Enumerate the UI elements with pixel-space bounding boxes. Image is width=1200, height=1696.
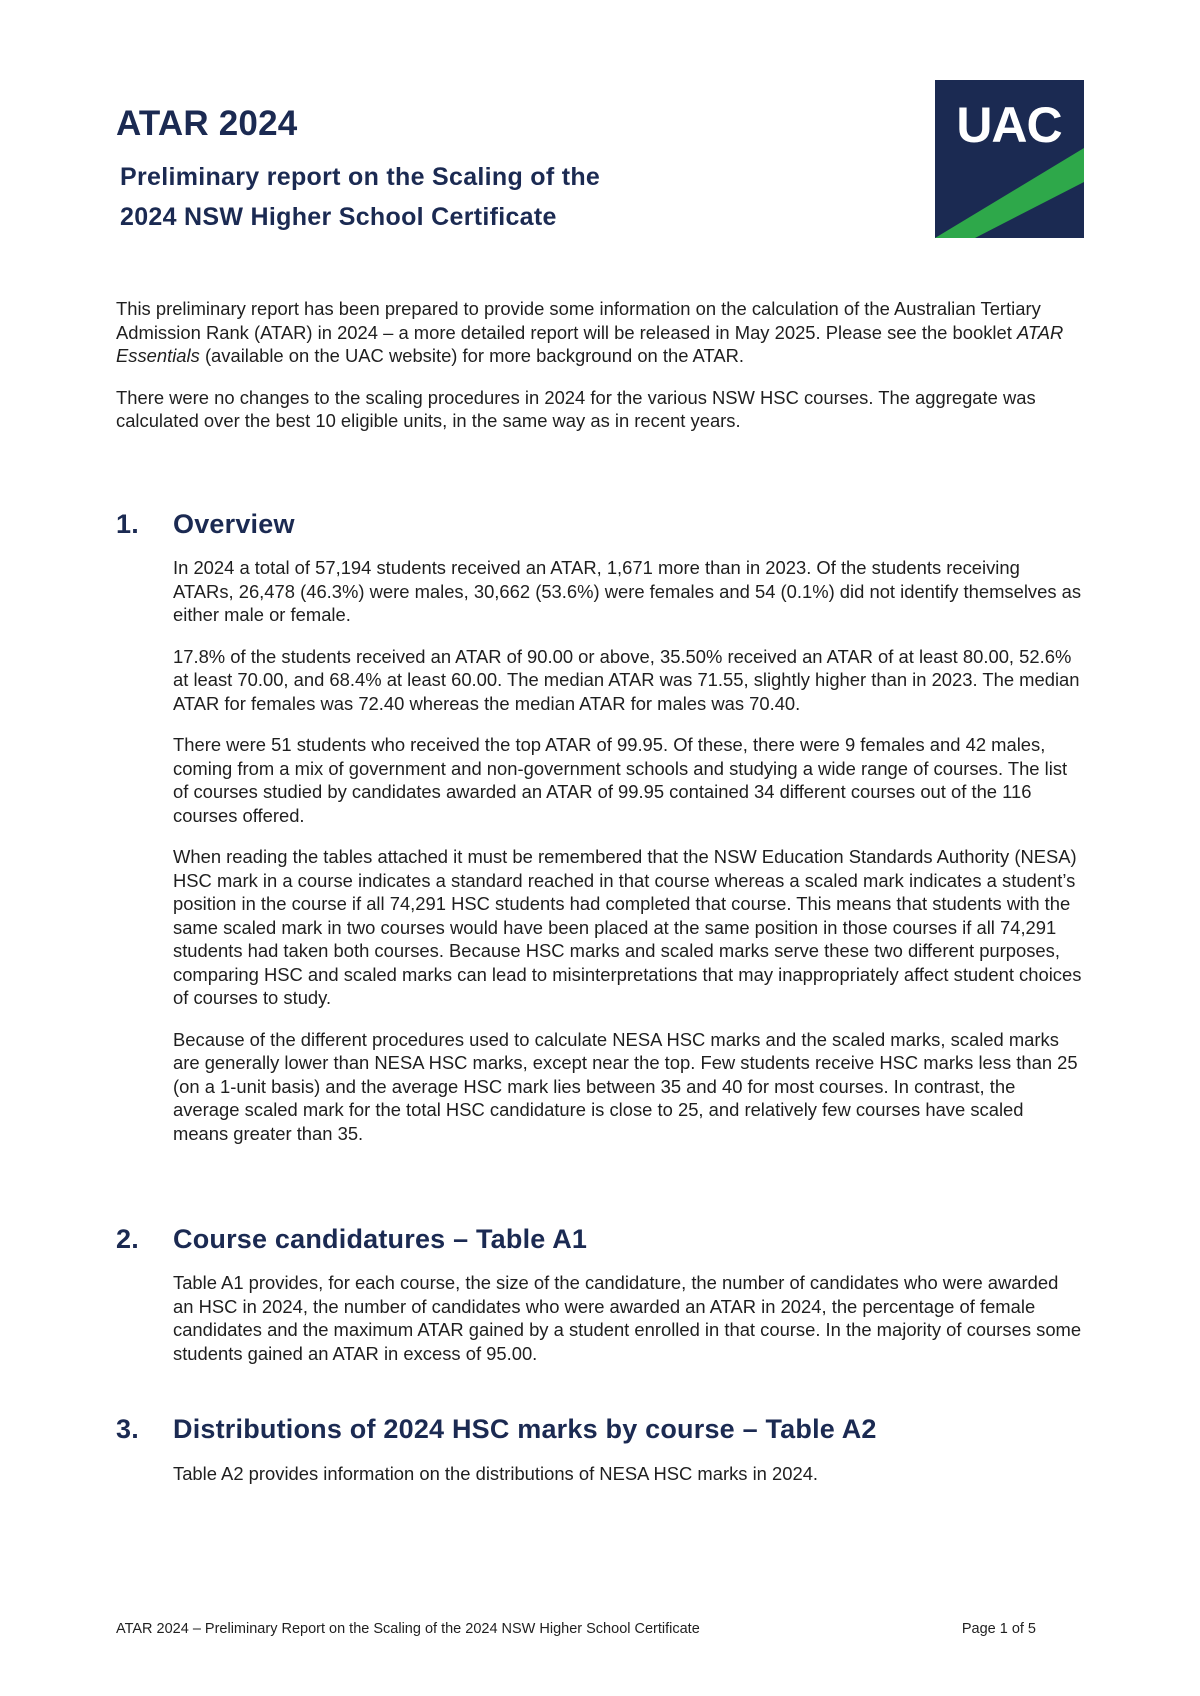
overview-paragraph: 17.8% of the students received an ATAR of 90.00 or above, 35.50% received an ATAR of at least 80.00, 52.6% at least 70.00, and 68.4% at least 60.00. The median ATAR was 71.55, slightly higher than in 2023. The median ATAR for females was 72.40 whereas the median ATAR for males was 70.40. xyxy=(173,645,1080,714)
section-heading-course-candidatures xyxy=(116,1224,587,1255)
intro-text-a: This preliminary report has been prepared to provide some information on the calculation of the Australian Tertiary Admission Rank (ATAR) in 2024 – a more detailed report will be released in May 2025. Please see the booklet xyxy=(116,298,1041,343)
section-number: 1. xyxy=(116,509,139,539)
section-number: 2. xyxy=(116,1224,139,1254)
section-title: Course candidatures – Table A1 xyxy=(173,1224,588,1254)
candidatures-paragraph: Table A1 provides, for each course, the size of the candidature, the number of candidates who were awarded an HSC in 2024, the number of candidates who were awarded an ATAR in 2024, the percentage of female candidates and the maximum ATAR gained by a student enrolled in that course. In the majority of courses some students gained an ATAR in excess of 95.00. xyxy=(173,1272,1082,1364)
section-body-distributions xyxy=(173,1462,1083,1504)
overview-paragraph: Because of the different procedures used to calculate NESA HSC marks and the scaled marks, scaled marks are generally lower than NESA HSC marks, except near the top. Few students receive HSC marks less than 25 (on a 1-unit basis) and the average HSC mark lies between 35 and 40 for most courses. In contrast, the average scaled mark for the total HSC candidature is close to 25, and relatively few courses have scaled means greater than 35. xyxy=(173,1028,1078,1144)
uac-logo xyxy=(935,80,1084,238)
distributions-paragraph: Table A2 provides information on the distributions of NESA HSC marks in 2024. xyxy=(173,1463,819,1484)
intro-text-b: (available on the UAC website) for more background on the ATAR. xyxy=(199,345,744,366)
page-title: ATAR 2024 xyxy=(116,104,298,143)
page-subtitle xyxy=(120,157,600,237)
page-number: Page 1 of 5 xyxy=(961,1621,1036,1637)
intro-section xyxy=(116,297,1066,451)
section-title: Distributions of 2024 HSC marks by course – Table A2 xyxy=(173,1414,877,1444)
subtitle-line-1: Preliminary report on the Scaling of the xyxy=(120,163,601,191)
overview-paragraph: When reading the tables attached it must be remembered that the NSW Education Standards Authority (NESA) HSC mark in a course indicates a standard reached in that course whereas a scaled mark indicates a student’s position in the course if all 74,291 HSC students had completed that course. This means that students with the same scaled mark in two courses would have been placed at the same position in those courses if all 74,291 students had taken both courses. Because HSC marks and scaled marks serve these two different purposes, comparing HSC and scaled marks can lead to misinterpretations that may inappropriately affect student choices of courses to study. xyxy=(173,846,1082,1008)
page-footer xyxy=(116,1621,1036,1637)
section-heading-overview xyxy=(116,509,295,540)
intro-paragraph-1 xyxy=(116,297,1066,368)
overview-paragraph: There were 51 students who received the top ATAR of 99.95. Of these, there were 9 females and 42 males, coming from a mix of government and non-government schools and studying a wide range of courses. The list of courses studied by candidates awarded an ATAR of 99.95 contained 34 different courses out of the 116 courses offered. xyxy=(173,734,1068,826)
atar-essentials-title: ATAR Essentials xyxy=(116,321,1064,366)
section-body-overview xyxy=(173,556,1083,1163)
intro-paragraph-2: There were no changes to the scaling procedures in 2024 for the various NSW HSC courses. The aggregate was calculated over the best 10 eligible units, in the same way as in recent years. xyxy=(116,386,1036,431)
section-body-course-candidatures xyxy=(173,1271,1083,1383)
section-number: 3. xyxy=(116,1414,139,1444)
uac-logo-graphic xyxy=(935,80,1084,238)
section-title: Overview xyxy=(173,509,295,539)
subtitle-line-2: 2024 NSW Higher School Certificate xyxy=(120,203,557,231)
footer-document-title: ATAR 2024 – Preliminary Report on the Scaling of the 2024 NSW Higher School Certificate xyxy=(116,1621,700,1637)
overview-paragraph: In 2024 a total of 57,194 students received an ATAR, 1,671 more than in 2023. Of the students receiving ATARs, 26,478 (46.3%) were males, 30,662 (53.6%) were females and 54 (0.1%) did not identify themselves as either male or female. xyxy=(173,557,1082,625)
svg-text:UAC: UAC xyxy=(956,97,1062,153)
section-heading-distributions xyxy=(116,1414,877,1445)
